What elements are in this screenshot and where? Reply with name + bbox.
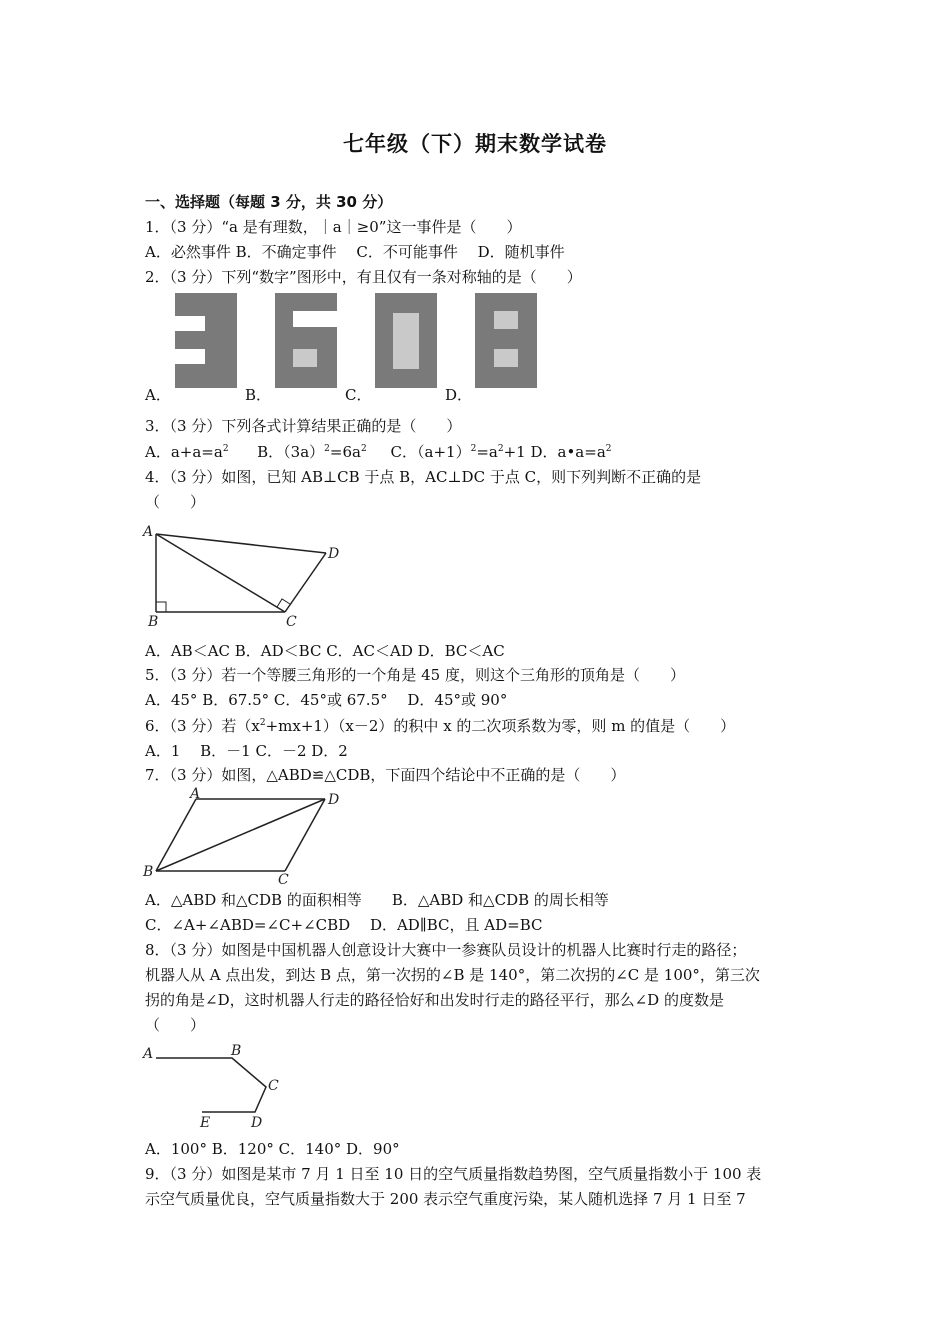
digit-0-icon [375, 293, 437, 388]
q7-stem: 7．（3 分）如图，△ABD≌△CDB，下面四个结论中不正确的是（ ） [145, 766, 626, 784]
q8-stem-line4: （ ） [145, 1016, 206, 1034]
q2-label-c: C． [345, 386, 372, 404]
q7-point-c: C [278, 872, 289, 888]
q1-stem: 1．（3 分）“a 是有理数，｜a｜≥0”这一事件是（ ） [145, 218, 522, 236]
q7-options-line1: A．△ABD 和△CDB 的面积相等 B．△ABD 和△CDB 的周长相等 [145, 891, 609, 909]
digit-6-icon [275, 293, 337, 388]
digit-8-icon [475, 293, 537, 388]
q4-stem-line2: （ ） [145, 493, 206, 511]
q4-point-a: A [143, 524, 154, 540]
q2-stem: 2．（3 分）下列“数字”图形中，有且仅有一条对称轴的是（ ） [145, 268, 582, 286]
q7-point-a: A [190, 786, 201, 802]
q5-options: A．45° B．67.5° C．45°或 67.5° D．45°或 90° [145, 691, 508, 709]
q8-point-a: A [143, 1046, 154, 1062]
q4-figure [140, 520, 340, 635]
q7-options-line2: C．∠A+∠ABD=∠C+∠CBD D．AD∥BC，且 AD=BC [145, 916, 543, 934]
q8-point-b: B [231, 1043, 242, 1059]
q1-options: A．必然事件 B．不确定事件 C．不可能事件 D．随机事件 [145, 243, 565, 261]
q4-stem-line1: 4．（3 分）如图，已知 AB⊥CB 于点 B，AC⊥DC 于点 C，则下列判断不正确的是 [145, 468, 702, 486]
q8-stem-line2: 机器人从 A 点出发，到达 B 点，第一次拐的∠B 是 140°，第二次拐的∠C 是 100°，第三次 [145, 966, 760, 984]
q8-point-c: C [268, 1078, 279, 1094]
q5-stem: 5．（3 分）若一个等腰三角形的一个角是 45 度，则这个三角形的顶角是（ ） [145, 666, 685, 684]
q8-stem-line3: 拐的角是∠D，这时机器人行走的路径恰好和出发时行走的路径平行，那么∠D 的度数是 [145, 991, 724, 1009]
q3-option-b: B．$(3a)^2=6a^2$ [257, 443, 367, 461]
q9-stem-line1: 9．（3 分）如图是某市 7 月 1 日至 10 日的空气质量指数趋势图，空气质量指数小于 100 表 [145, 1165, 762, 1183]
q3-option-a: A．$a+a=a^2$ [145, 443, 229, 461]
q2-label-a: A． [145, 386, 171, 404]
q4-point-d: D [328, 546, 340, 562]
q7-point-b: B [143, 864, 154, 880]
page-title: 七年级（下）期末数学试卷 [343, 132, 607, 156]
q4-point-b: B [148, 614, 159, 630]
section-heading: 一、选择题（每题 3 分，共 30 分） [145, 193, 393, 211]
q6-options: A．1 B．－1 C．－2 D．2 [145, 742, 348, 760]
q7-figure [140, 786, 350, 888]
q8-options: A．100° B．120° C．140° D．90° [145, 1140, 400, 1158]
q8-point-d: D [251, 1115, 263, 1130]
q8-figure [140, 1040, 290, 1130]
digit-3-icon [175, 293, 237, 388]
q3-option-d: D．$a•a=a^2$ [530, 443, 612, 461]
q2-label-b: B． [245, 386, 272, 404]
q6-stem: 6．（3 分）若$(x^2+mx+1)(x-2)$的积中 x 的二次项系数为零，则 m 的值是（ ） [145, 717, 736, 735]
q4-point-c: C [286, 614, 297, 630]
q8-stem-line1: 8．（3 分）如图是中国机器人创意设计大赛中一参赛队员设计的机器人比赛时行走的路径； [145, 941, 747, 959]
q3-stem: 3．（3 分）下列各式计算结果正确的是（ ） [145, 417, 462, 435]
q7-point-d: D [328, 792, 340, 808]
q8-point-e: E [200, 1115, 211, 1130]
q2-option-labels [0, 384, 950, 404]
q2-label-d: D． [445, 386, 473, 404]
q3-options [145, 442, 612, 462]
q9-stem-line2: 示空气质量优良，空气质量指数大于 200 表示空气重度污染，某人随机选择 7 月 1 日至 7 [145, 1190, 746, 1208]
q4-options: A．AB＜AC B．AD＜BC C．AC＜AD D．BC＜AC [145, 642, 505, 660]
q3-option-c: C．$(a+1)^2=a^2+1$ [390, 443, 526, 461]
